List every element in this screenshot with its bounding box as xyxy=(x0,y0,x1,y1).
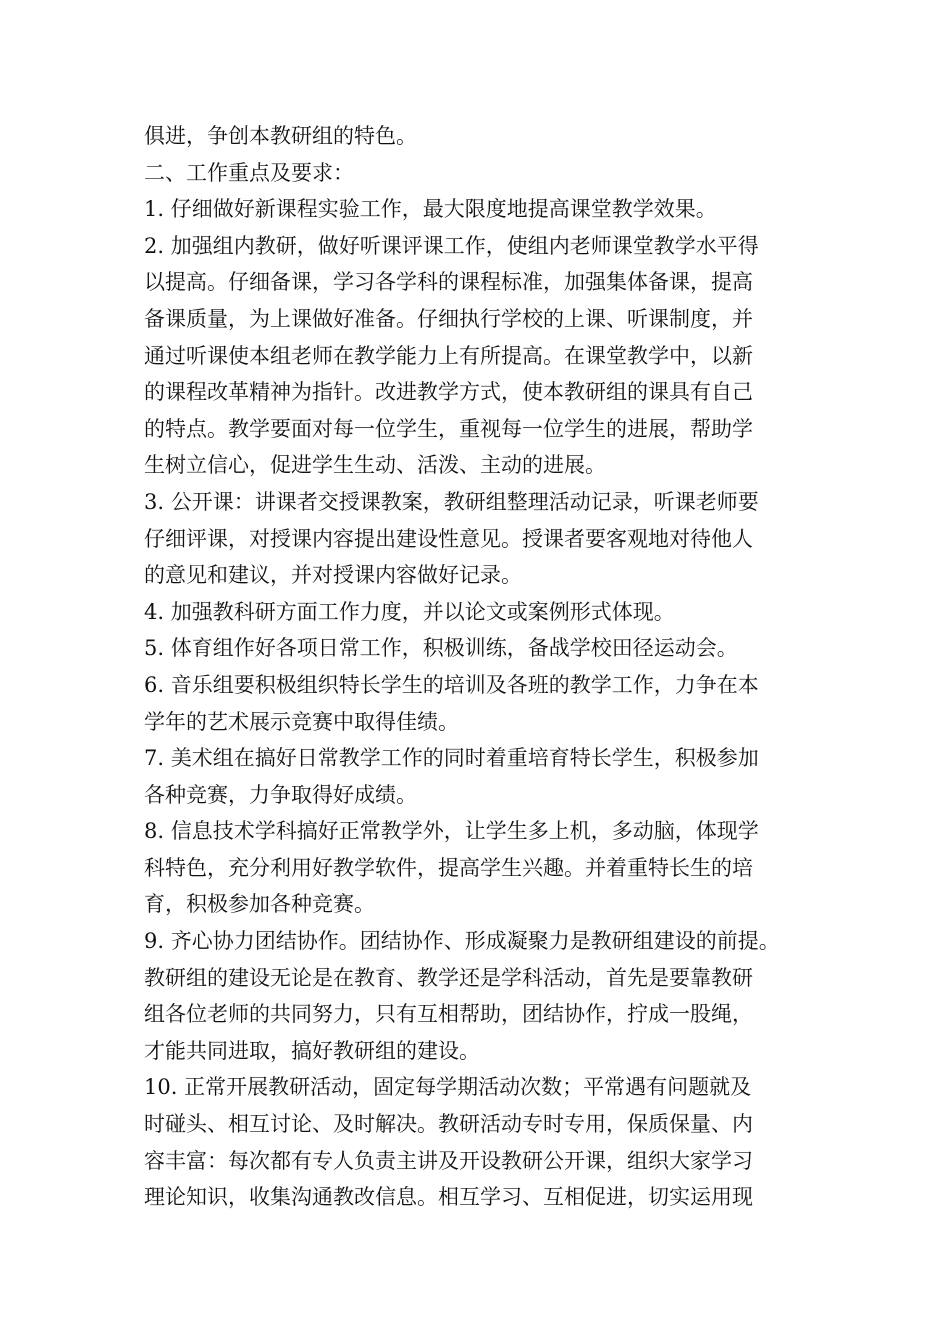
text-line: 生树立信心，促进学生生动、活泼、主动的进展。 xyxy=(144,453,606,478)
text-line: 2. 加强组内教研，做好听课评课工作，使组内老师课堂教学水平得 xyxy=(144,233,759,258)
text-line: 教研组的建设无论是在教育、教学还是学科活动，首先是要靠教研 xyxy=(144,965,753,990)
text-line: 育，积极参加各种竞赛。 xyxy=(144,892,375,917)
section-heading: 二、工作重点及要求： xyxy=(144,160,354,185)
text-line: 各种竞赛，力争取得好成绩。 xyxy=(144,782,417,807)
text-line: 7. 美术组在搞好日常教学工作的同时着重培育特长学生，积极参加 xyxy=(144,746,759,771)
text-line: 5. 体育组作好各项日常工作，积极训练，备战学校田径运动会。 xyxy=(144,636,738,661)
text-line: 1. 仔细做好新课程实验工作，最大限度地提高课堂教学效果。 xyxy=(144,197,717,222)
text-line: 以提高。仔细备课，学习各学科的课程标准，加强集体备课，提高 xyxy=(144,270,753,295)
text-line: 6. 音乐组要积极组织特长学生的培训及各班的教学工作，力争在本 xyxy=(144,672,759,697)
text-line: 容丰富：每次都有专人负责主讲及开设教研公开课，组织大家学习 xyxy=(144,1148,753,1173)
text-line: 组各位老师的共同努力，只有互相帮助，团结协作，拧成一股绳， xyxy=(144,1002,753,1027)
text-line: 时碰头、相互讨论、及时解决。教研活动专时专用，保质保量、内 xyxy=(144,1112,753,1137)
text-line: 的课程改革精神为指针。改进教学方式，使本教研组的课具有自己 xyxy=(144,380,753,405)
text-line: 科特色，充分利用好教学软件，提高学生兴趣。并着重特长生的培 xyxy=(144,855,753,880)
text-line: 俱进，争创本教研组的特色。 xyxy=(144,124,417,148)
text-line: 才能共同进取，搞好教研组的建设。 xyxy=(144,1038,480,1063)
text-line: 9. 齐心协力团结协作。团结协作、形成凝聚力是教研组建设的前提。 xyxy=(144,929,780,954)
text-line: 的意见和建议，并对授课内容做好记录。 xyxy=(144,563,522,588)
text-line: 8. 信息技术学科搞好正常教学外，让学生多上机，多动脑，体现学 xyxy=(144,819,759,844)
document-body xyxy=(144,118,834,1216)
text-line: 仔细评课，对授课内容提出建设性意见。授课者要客观地对待他人 xyxy=(144,526,753,551)
text-line: 备课质量，为上课做好准备。仔细执行学校的上课、听课制度，并 xyxy=(144,306,753,331)
text-line: 学年的艺术展示竞赛中取得佳绩。 xyxy=(144,709,459,734)
text-line: 通过听课使本组老师在教学能力上有所提高。在课堂教学中，以新 xyxy=(144,343,753,368)
text-line: 4. 加强教科研方面工作力度，并以论文或案例形式体现。 xyxy=(144,599,675,624)
text-line: 的特点。教学要面对每一位学生，重视每一位学生的进展，帮助学 xyxy=(144,416,753,441)
text-line: 3. 公开课：讲课者交授课教案，教研组整理活动记录，听课老师要 xyxy=(144,489,759,514)
text-line: 理论知识，收集沟通教改信息。相互学习、互相促进，切实运用现 xyxy=(144,1185,753,1210)
text-line: 10. 正常开展教研活动，固定每学期活动次数；平常遇有问题就及 xyxy=(144,1075,752,1100)
